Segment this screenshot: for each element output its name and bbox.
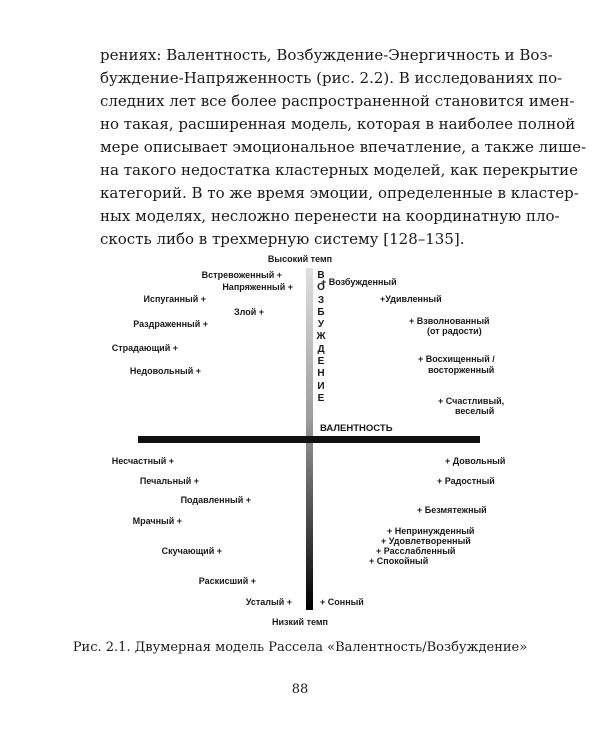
emotion-label: + Удовлетворенный [381, 536, 471, 546]
emotion-label: Несчастный + [111, 456, 174, 466]
emotion-label: Злой + [233, 307, 264, 317]
emotion-label: Печальный + [139, 476, 199, 486]
text-line: но такая, расширенная модель, которая в наиболее полной [100, 115, 576, 133]
emotion-label: Встревоженный + [201, 270, 282, 280]
emotion-label: + Возбужденный [321, 277, 397, 287]
text-line: следних лет все более распространенной становится имен- [100, 92, 575, 110]
axis-letter: Е [317, 356, 325, 368]
emotion-label: Раскисший + [198, 576, 256, 586]
text-line: на такого недостатка кластерных моделей, как перекрытие [100, 161, 579, 179]
page-number: 88 [291, 682, 309, 697]
emotion-label: Раздраженный + [133, 319, 208, 329]
emotion-label: +Удивленный [380, 294, 442, 304]
axis-letter: И [317, 380, 325, 392]
emotion-label: веселый [455, 406, 495, 416]
emotion-label: + Радостный [437, 476, 495, 486]
axis-letter: Е [317, 392, 325, 404]
emotion-label: + Сонный [320, 597, 364, 607]
top-axis-label: Высокий темп [267, 254, 333, 264]
text-line: ных моделях, несложно перенести на координатную пло- [100, 207, 560, 225]
emotion-label: + Довольный [445, 456, 506, 466]
axis-letter: В [317, 270, 325, 281]
axis-letter: Н [317, 368, 325, 380]
text-line: скость либо в трехмерную систему [128–135]. [100, 230, 465, 248]
axis-letter: У [317, 319, 325, 331]
emotion-label: + Восхищенный / [418, 354, 495, 364]
text-line: мере описывает эмоциональное впечатление, а также лише- [100, 138, 587, 156]
emotion-label: + Расслабленный [376, 546, 456, 556]
emotion-label: восторженный [428, 365, 495, 375]
text-line: буждение-Напряженность (рис. 2.2). В исследованиях по- [100, 69, 563, 87]
axis-letter: Б [317, 306, 325, 318]
valence-axis [138, 436, 480, 443]
emotion-label: Напряженный + [222, 282, 293, 292]
axis-letter: О [317, 282, 325, 294]
emotion-label: Усталый + [245, 597, 292, 607]
emotion-label: Испуганный + [143, 294, 206, 304]
text-line: категорий. В то же время эмоции, определенные в кластер- [100, 184, 579, 202]
emotion-label: + Спокойный [369, 556, 429, 566]
axis-letter: Д [317, 343, 325, 355]
emotion-label: Скучающий + [161, 546, 222, 556]
valence-axis-label: ВАЛЕНТНОСТЬ [320, 423, 393, 434]
emotion-label: Подавленный + [180, 495, 251, 505]
arousal-axis-label [314, 270, 328, 405]
emotion-label: Мрачный + [132, 516, 182, 526]
emotion-label: (от радости) [427, 326, 482, 336]
axis-letter: Ж [316, 331, 326, 343]
emotion-label: + Счастливый, [438, 396, 505, 406]
figure-caption: Рис. 2.1. Двумерная модель Рассела «Валентность/Возбуждение» [72, 640, 528, 655]
text-line: рениях: Валентность, Возбуждение-Энергичность и Воз- [100, 46, 553, 64]
emotion-label: + Взволнованный [409, 316, 490, 326]
emotion-label: Недовольный + [129, 366, 201, 376]
emotion-label: + Безмятежный [417, 505, 487, 515]
emotion-label: Страдающий + [111, 343, 178, 353]
bottom-axis-label: Низкий темп [272, 617, 328, 627]
axis-letter: З [317, 294, 325, 306]
emotion-label: + Непринужденный [387, 526, 475, 536]
